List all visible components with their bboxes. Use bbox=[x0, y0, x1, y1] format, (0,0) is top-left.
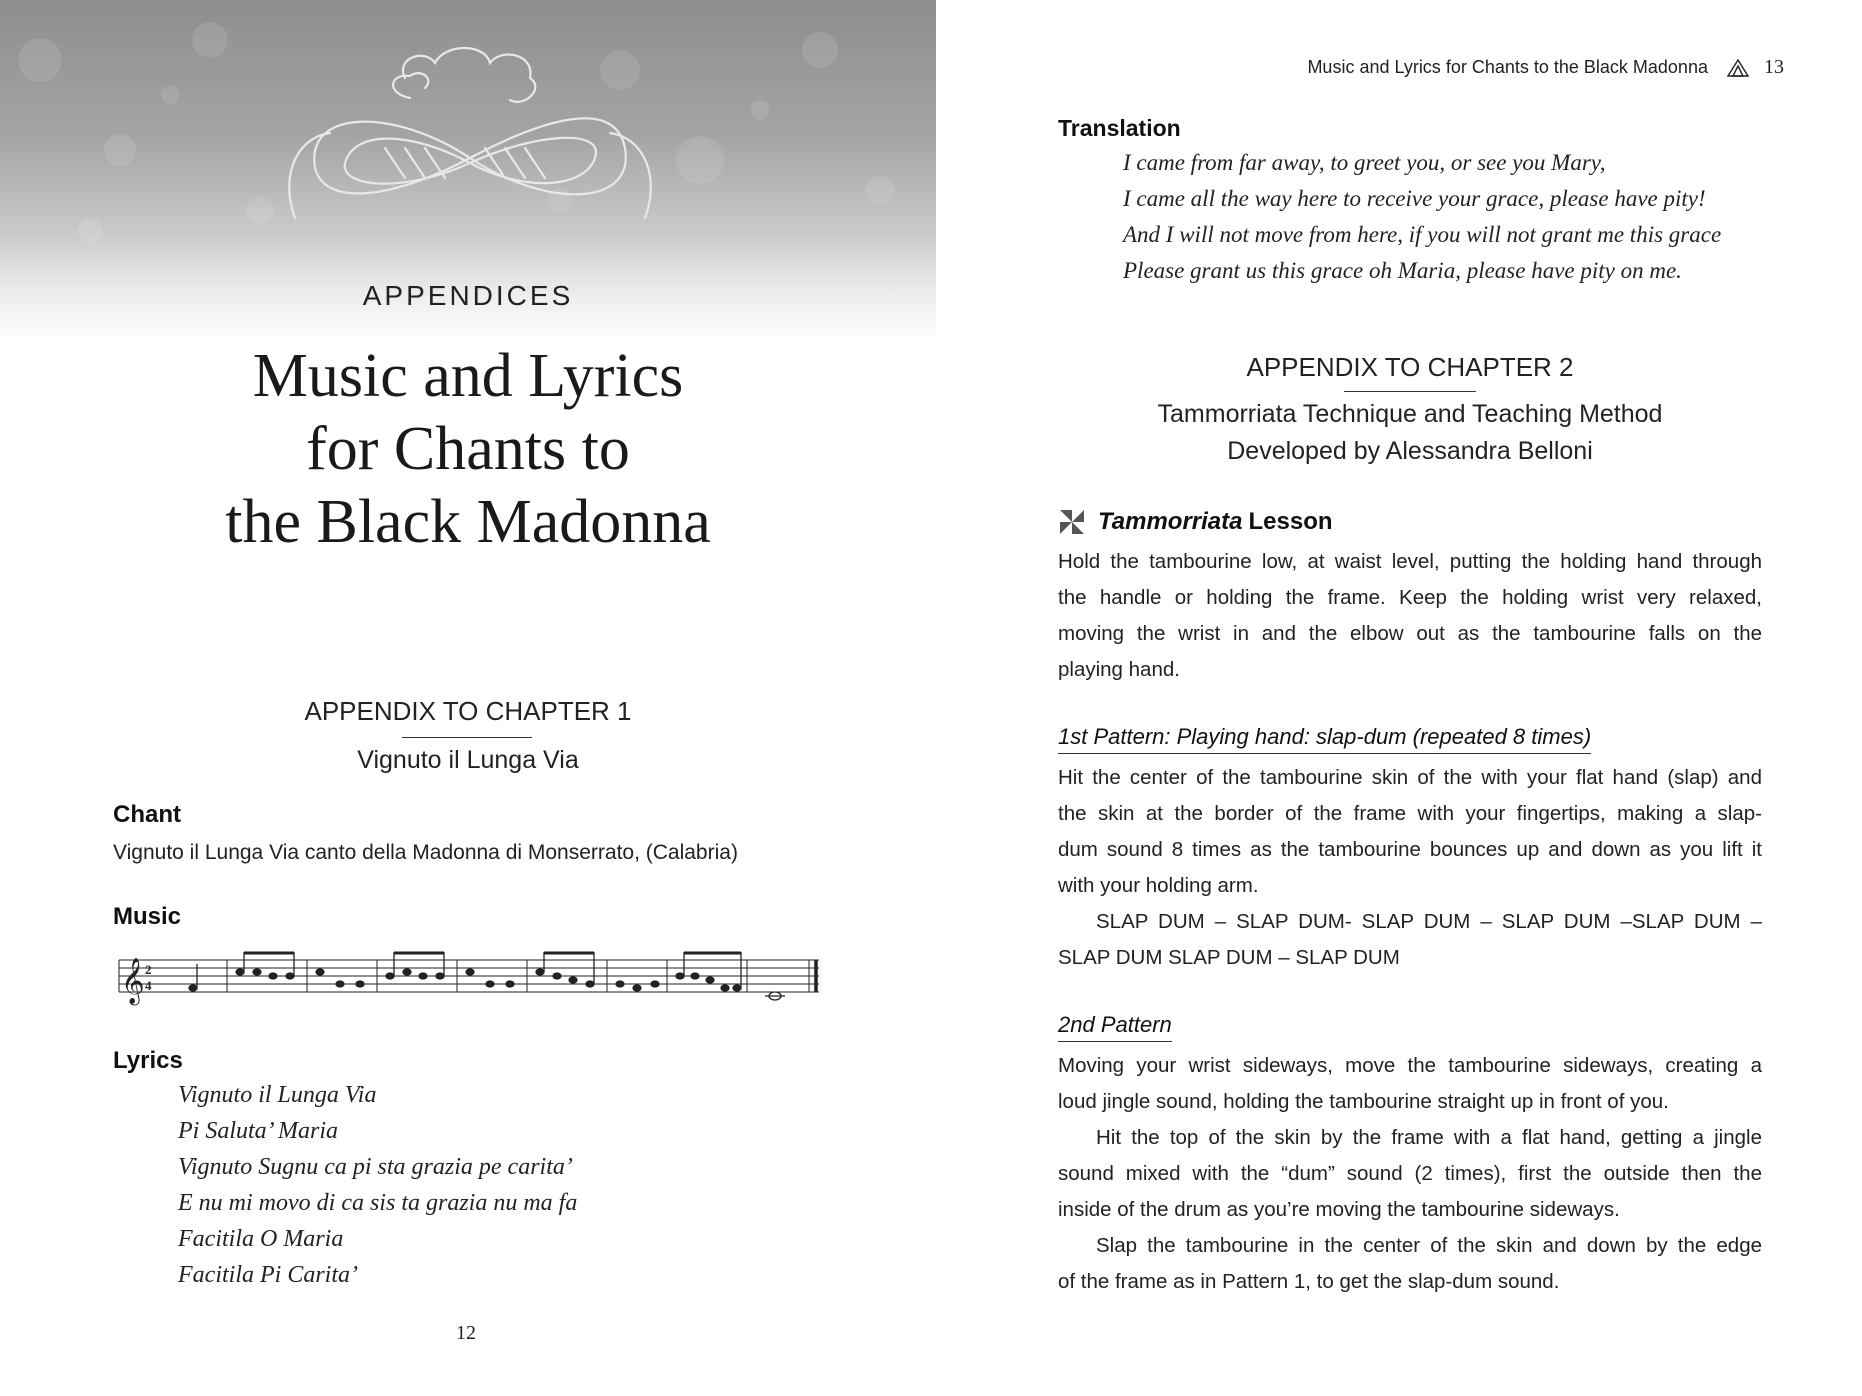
beat-line: SLAP DUM – SLAP DUM- SLAP DUM – SLAP DUM –SLAP DUM – bbox=[1096, 910, 1762, 933]
text-line: moving the wrist in and the elbow out as the tambourine falls on the bbox=[1058, 622, 1762, 645]
page-number: 12 bbox=[456, 1322, 476, 1344]
music-staff bbox=[115, 950, 825, 1006]
flourish-ornament-icon bbox=[285, 38, 655, 238]
text-line: the handle or holding the frame. Keep the holding wrist very relaxed, bbox=[1058, 586, 1762, 609]
text-line: loud jingle sound, holding the tambourine straight up in front of you. bbox=[1058, 1090, 1669, 1113]
text-line: the skin at the border of the frame with your fingertips, making a slap- bbox=[1058, 802, 1762, 825]
beat-line: SLAP DUM SLAP DUM – SLAP DUM bbox=[1058, 946, 1400, 969]
text-line: dum sound 8 times as the tambourine bounces up and down as you lift it bbox=[1058, 838, 1762, 861]
lesson-heading-italic: Tammorriata bbox=[1098, 508, 1243, 535]
running-head bbox=[1307, 56, 1784, 79]
appendix-subtitle: Vignuto il Lunga Via bbox=[357, 746, 579, 774]
running-head-title: Music and Lyrics for Chants to the Black Madonna bbox=[1307, 57, 1708, 77]
triangle-ornament-icon bbox=[1727, 59, 1749, 77]
subtitle-line: Tammorriata Technique and Teaching Method bbox=[1157, 400, 1663, 428]
lyric-line: Facitila O Maria bbox=[178, 1226, 344, 1252]
text-line: Hit the center of the tambourine skin of the with your flat hand (slap) and bbox=[1058, 766, 1762, 789]
lyric-line: Vignuto il Lunga Via bbox=[178, 1082, 377, 1108]
text-line: playing hand. bbox=[1058, 658, 1180, 681]
lyrics-label: Lyrics bbox=[113, 1047, 183, 1074]
appendix-heading: APPENDIX TO CHAPTER 1 bbox=[304, 696, 632, 726]
translation-line: And I will not move from here, if you will not grant me this grace bbox=[1123, 222, 1722, 247]
music-label: Music bbox=[113, 903, 182, 930]
heading-rule bbox=[402, 737, 532, 738]
section-label: APPENDICES bbox=[362, 280, 574, 311]
translation-label: Translation bbox=[1058, 115, 1181, 141]
heading-rule bbox=[1344, 391, 1476, 392]
lyric-line: E nu mi movo di ca sis ta grazia nu ma fa bbox=[178, 1190, 578, 1216]
title-line: Music and Lyrics bbox=[252, 342, 684, 410]
subtitle-line: Developed by Alessandra Belloni bbox=[1227, 437, 1593, 465]
pattern-2-paragraph bbox=[1058, 1048, 1762, 1300]
pattern-1-heading: 1st Pattern: Playing hand: slap-dum (repeated 8 times) bbox=[1058, 724, 1591, 754]
pattern-2-heading: 2nd Pattern bbox=[1058, 1012, 1172, 1042]
text-line: with your holding arm. bbox=[1058, 874, 1259, 897]
svg-text:4: 4 bbox=[145, 978, 152, 993]
appendix-heading: APPENDIX TO CHAPTER 2 bbox=[1246, 352, 1574, 382]
pinwheel-icon bbox=[1058, 508, 1086, 536]
page-title bbox=[0, 340, 936, 559]
translation-line: I came all the way here to receive your grace, please have pity! bbox=[1123, 186, 1706, 211]
translation-line: I came from far away, to greet you, or see you Mary, bbox=[1123, 150, 1606, 175]
page-number: 13 bbox=[1764, 56, 1784, 78]
lyric-line: Facitila Pi Carita’ bbox=[178, 1262, 358, 1288]
text-line: sound mixed with the “dum” sound (2 times), first the outside then the bbox=[1058, 1162, 1762, 1185]
text-line: Hold the tambourine low, at waist level, putting the holding hand through bbox=[1058, 550, 1762, 573]
right-page bbox=[936, 0, 1862, 1396]
lesson-heading bbox=[1058, 508, 1333, 536]
text-line: of the frame as in Pattern 1, to get the slap-dum sound. bbox=[1058, 1270, 1560, 1293]
text-line: Slap the tambourine in the center of the skin and down by the edge bbox=[1096, 1234, 1762, 1257]
title-line: for Chants to bbox=[306, 415, 630, 483]
title-line: the Black Madonna bbox=[225, 488, 711, 556]
lesson-heading-rest: Lesson bbox=[1248, 508, 1333, 535]
treble-clef-icon: 𝄞 bbox=[121, 958, 145, 1004]
lyric-line: Vignuto Sugnu ca pi sta grazia pe carita’ bbox=[178, 1154, 573, 1180]
pattern-1-paragraph bbox=[1058, 760, 1762, 976]
lyric-line: Pi Saluta’ Maria bbox=[178, 1118, 338, 1144]
lesson-paragraph bbox=[1058, 544, 1762, 688]
svg-text:2: 2 bbox=[145, 962, 152, 977]
appendix-subtitle bbox=[1058, 396, 1762, 470]
text-line: Hit the top of the skin by the frame with a flat hand, getting a jingle bbox=[1096, 1126, 1762, 1149]
chant-text: Vignuto il Lunga Via canto della Madonna di Monserrato, (Calabria) bbox=[113, 841, 738, 864]
chant-label: Chant bbox=[113, 801, 181, 828]
text-line: inside of the drum as you’re moving the tambourine sideways. bbox=[1058, 1198, 1620, 1221]
translation-line: Please grant us this grace oh Maria, please have pity on me. bbox=[1123, 258, 1682, 283]
text-line: Moving your wrist sideways, move the tambourine sideways, creating a bbox=[1058, 1054, 1762, 1077]
